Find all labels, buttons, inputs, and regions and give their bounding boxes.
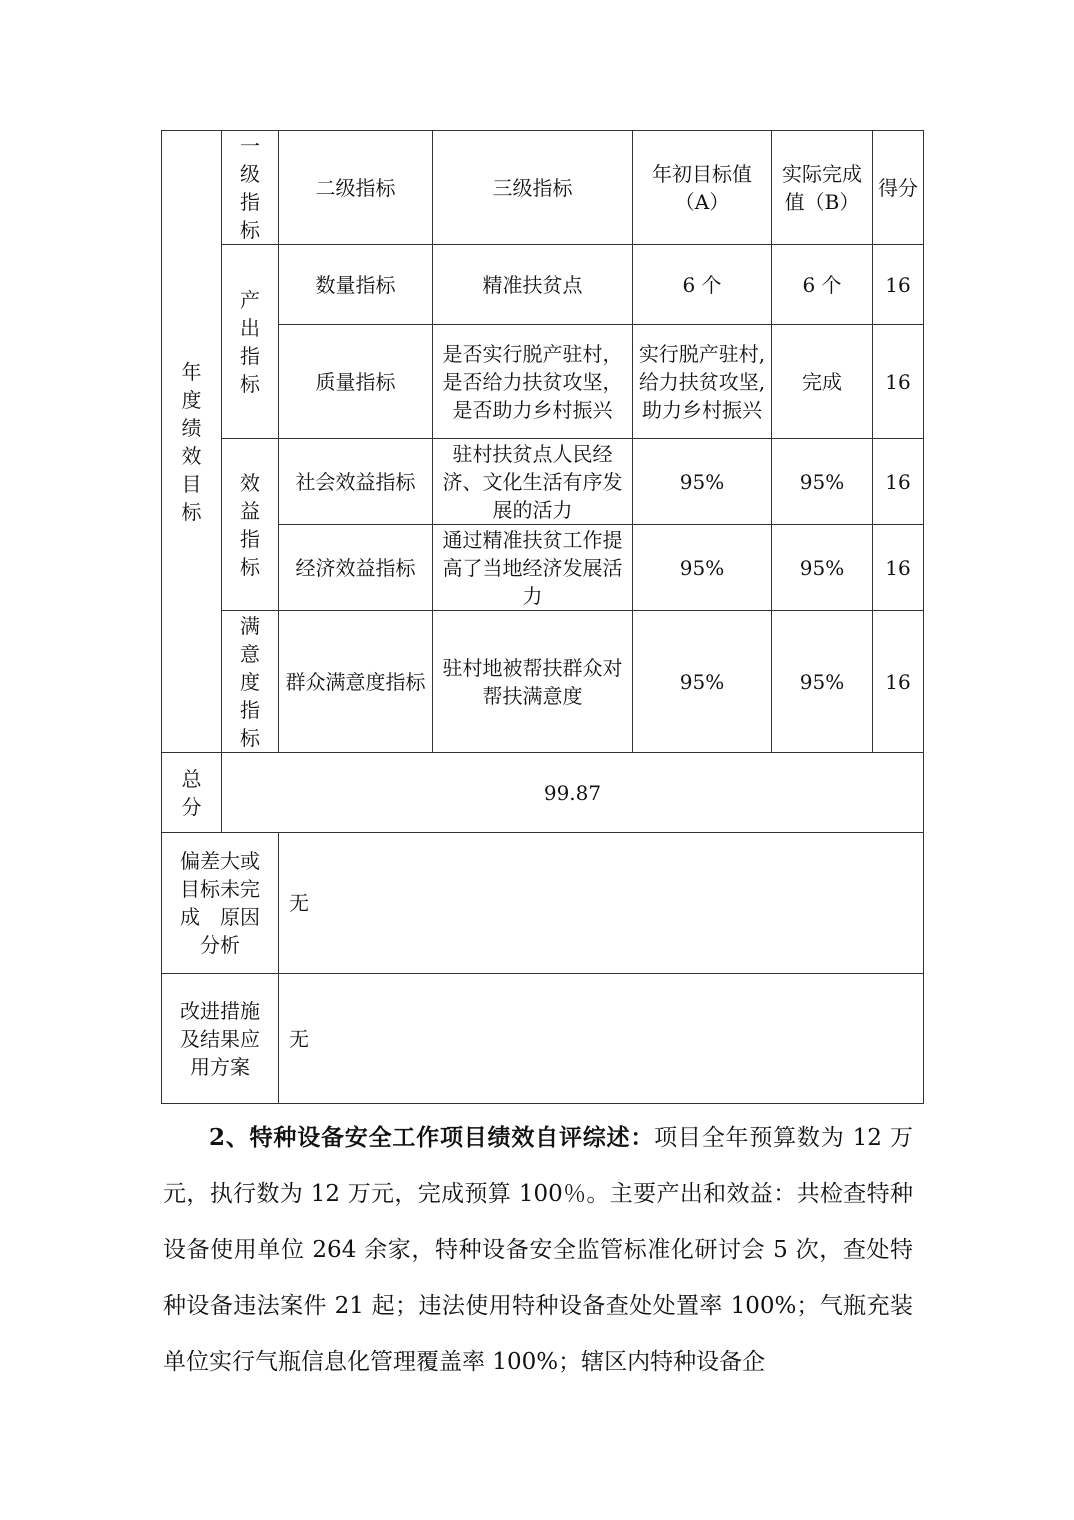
improve-value: 无 [279, 974, 924, 1104]
cell-score: 16 [873, 245, 924, 325]
cell-actual: 95% [772, 611, 873, 753]
deviation-row [162, 833, 924, 974]
header-level1: 一级指标 [240, 133, 260, 242]
summary-paragraph [163, 1110, 913, 1390]
group-label: 年度绩效目标 [181, 359, 202, 524]
performance-table [161, 130, 924, 1104]
table-row [162, 611, 924, 753]
total-row [162, 753, 924, 833]
improve-row [162, 974, 924, 1104]
summary-heading: 2、特种设备安全工作项目绩效自评综述： [209, 1124, 655, 1151]
table-row [162, 439, 924, 525]
table-row [162, 245, 924, 325]
header-level2: 二级指标 [279, 131, 433, 245]
group-output: 产出指标 [240, 287, 260, 396]
cell-actual: 95% [772, 439, 873, 525]
deviation-value: 无 [279, 833, 924, 974]
cell-score: 16 [873, 439, 924, 525]
cell-target: 6 个 [633, 245, 772, 325]
header-target: 年初目标值（A） [633, 131, 772, 245]
group-label-cell [162, 131, 222, 753]
cell-score: 16 [873, 325, 924, 439]
header-level3: 三级指标 [433, 131, 633, 245]
cell-target: 实行脱产驻村,给力扶贫攻坚,助力乡村振兴 [633, 325, 772, 439]
cell-score: 16 [873, 525, 924, 611]
summary-body: 项目全年预算数为 12 万元，执行数为 12 万元，完成预算 100％。主要产出和效益：共检查特种设备使用单位 264 余家，特种设备安全监管标准化研讨会 5 次，查处特种设备违法案件 21 起；违法使用特种设备查处处置率 100%；气瓶充装单位实行气瓶信息化管理覆盖率 100%；辖区内特种设备企 [163, 1125, 913, 1375]
cell-actual: 6 个 [772, 245, 873, 325]
cell-level3: 驻村扶贫点人民经济、文化生活有序发展的活力 [433, 439, 633, 525]
header-actual: 实际完成值（B） [772, 131, 873, 245]
improve-label: 改进措施及结果应用方案 [162, 974, 279, 1104]
cell-level3: 精准扶贫点 [433, 245, 633, 325]
total-label: 总分 [181, 766, 202, 819]
cell-level2: 质量指标 [279, 325, 433, 439]
cell-actual: 完成 [772, 325, 873, 439]
cell-level2: 群众满意度指标 [279, 611, 433, 753]
cell-target: 95% [633, 439, 772, 525]
cell-score: 16 [873, 611, 924, 753]
cell-level3: 通过精准扶贫工作提高了当地经济发展活力 [433, 525, 633, 611]
group-benefit: 效益指标 [240, 470, 260, 579]
cell-level3: 驻村地被帮扶群众对帮扶满意度 [433, 611, 633, 753]
header-score: 得分 [873, 131, 924, 245]
deviation-label: 偏差大或目标未完成 原因分析 [162, 833, 279, 974]
cell-actual: 95% [772, 525, 873, 611]
group-satisfaction: 满意度指标 [240, 613, 260, 750]
header-row [162, 131, 924, 245]
cell-level3: 是否实行脱产驻村，是否给力扶贫攻坚，是否助力乡村振兴 [433, 325, 633, 439]
total-value: 99.87 [222, 753, 924, 833]
cell-target: 95% [633, 525, 772, 611]
cell-level2: 数量指标 [279, 245, 433, 325]
cell-level2: 社会效益指标 [279, 439, 433, 525]
cell-target: 95% [633, 611, 772, 753]
cell-level2: 经济效益指标 [279, 525, 433, 611]
